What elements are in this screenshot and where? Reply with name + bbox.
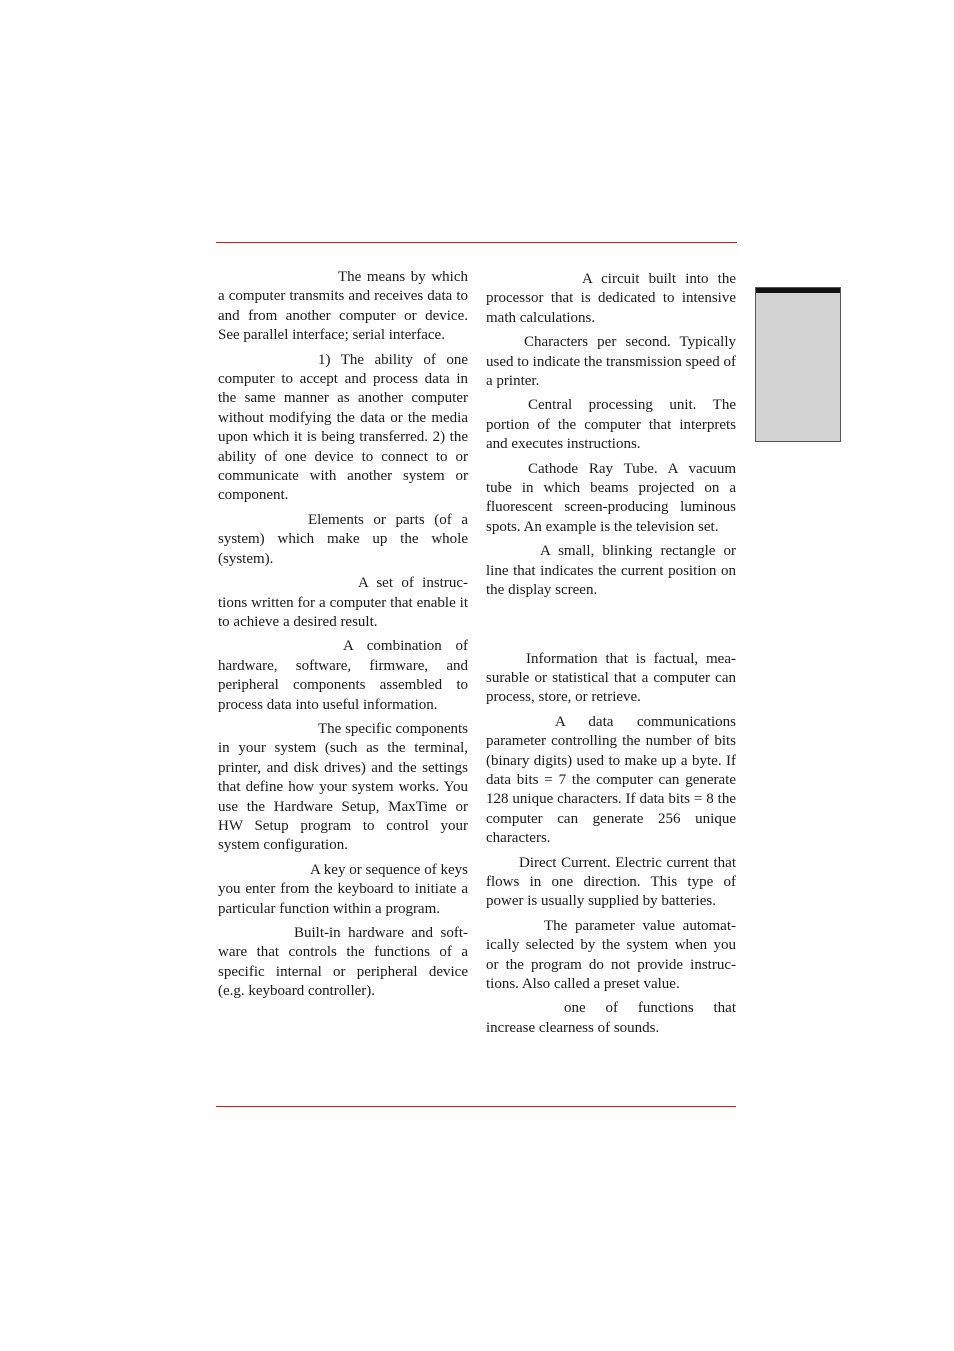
- glossary-entry-cpu: [486, 396, 736, 454]
- glossary-right-column: [486, 270, 736, 1043]
- definition-text: A circuit built into the processor that is dedicated to intensive math calculations.: [486, 271, 736, 326]
- glossary-entry-default: [486, 917, 736, 995]
- definition-text: Cathode Ray Tube. A vacuum tube in which beams projected on a fluorescent screen-producing luminous spots. An example is the television set.: [486, 460, 736, 535]
- definition-text: Characters per second. Typically used to indicate the transmission speed of a printer.: [486, 334, 736, 390]
- glossary-entry-crt: [486, 460, 736, 538]
- definition-text: The means by which a computer transmits and receives data to and from another computer or device. See parallel interface; serial interface.: [218, 269, 468, 344]
- glossary-entry-cps: [486, 333, 736, 391]
- definition-text: Central processing unit. The portion of the computer that interprets and executes instructions.: [486, 397, 736, 453]
- glossary-entry-control-keys: [218, 861, 468, 919]
- glossary-entry-computer-system: [218, 637, 468, 715]
- glossary-entry-communications: [218, 268, 468, 346]
- definition-text: 1) The ability of one computer to accept and process data in the same manner as another computer without modifying the data or the media upon which it is being transferred. 2) the ability of one device to connect to or communicate with another system or component.: [218, 351, 468, 504]
- definition-text: The specific components in your system (such as the terminal, printer, and disk drives) and the settings that define how your system works. You use the Hardware Setup, MaxTime or HW Setup program to control your system configuration.: [218, 720, 468, 854]
- definition-text: A key or sequence of keys you enter from the keyboard to initiate a particular function within a program.: [218, 861, 468, 917]
- glossary-entry-coprocessor: [486, 270, 736, 328]
- definition-text: Direct Current. Electric current that flows in one direction. This type of power is usually supplied by batteries.: [486, 854, 736, 910]
- glossary-entry-cursor: [486, 542, 736, 600]
- definition-text: The parameter value automatically selected by the system when you or the program do not provide instructions. Also called a preset value.: [486, 917, 736, 992]
- definition-text: A data communications parameter controlling the number of bits (binary digits) used to make up a byte. If data bits = 7 the computer can generate 128 unique characters. If data bits = 8 the computer can generate 256 unique characters.: [486, 713, 736, 847]
- glossary-entry-dc: [486, 854, 736, 912]
- section-letter-gap: [486, 606, 736, 650]
- glossary-entry-computer-program: [218, 574, 468, 632]
- glossary-entry-dialogue-enhancement: [486, 999, 736, 1038]
- glossary-entry-data-bits: [486, 713, 736, 849]
- glossary-entry-controller: [218, 924, 468, 1002]
- glossary-entry-components: [218, 511, 468, 569]
- header-rule: [216, 242, 737, 243]
- definition-text: A small, blinking rectangle or line that indicates the current position on the display screen.: [486, 543, 736, 599]
- definition-text: A set of instructions written for a computer that enable it to achieve a desired result.: [218, 575, 468, 630]
- definition-text: one of functions that increase clearness of sounds.: [486, 1000, 736, 1036]
- definition-text: A combination of hardware, software, firmware, and peripheral components assembled to process data into useful information.: [218, 638, 468, 713]
- definition-text: Information that is factual, measurable or statistical that a computer can process, store, or retrieve.: [486, 650, 736, 706]
- chapter-tab: [755, 287, 841, 442]
- glossary-entry-configuration: [218, 720, 468, 856]
- glossary-entry-compatibility: [218, 351, 468, 506]
- glossary-left-column: [218, 268, 468, 1007]
- footer-rule: [216, 1106, 736, 1107]
- definition-text: Elements or parts (of a system) which make up the whole (system).: [218, 511, 468, 567]
- chapter-tab-bar: [756, 288, 840, 293]
- glossary-entry-data: [486, 650, 736, 708]
- definition-text: Built-in hardware and software that controls the functions of a specific internal or peripheral device (e.g. keyboard controller).: [218, 925, 468, 1000]
